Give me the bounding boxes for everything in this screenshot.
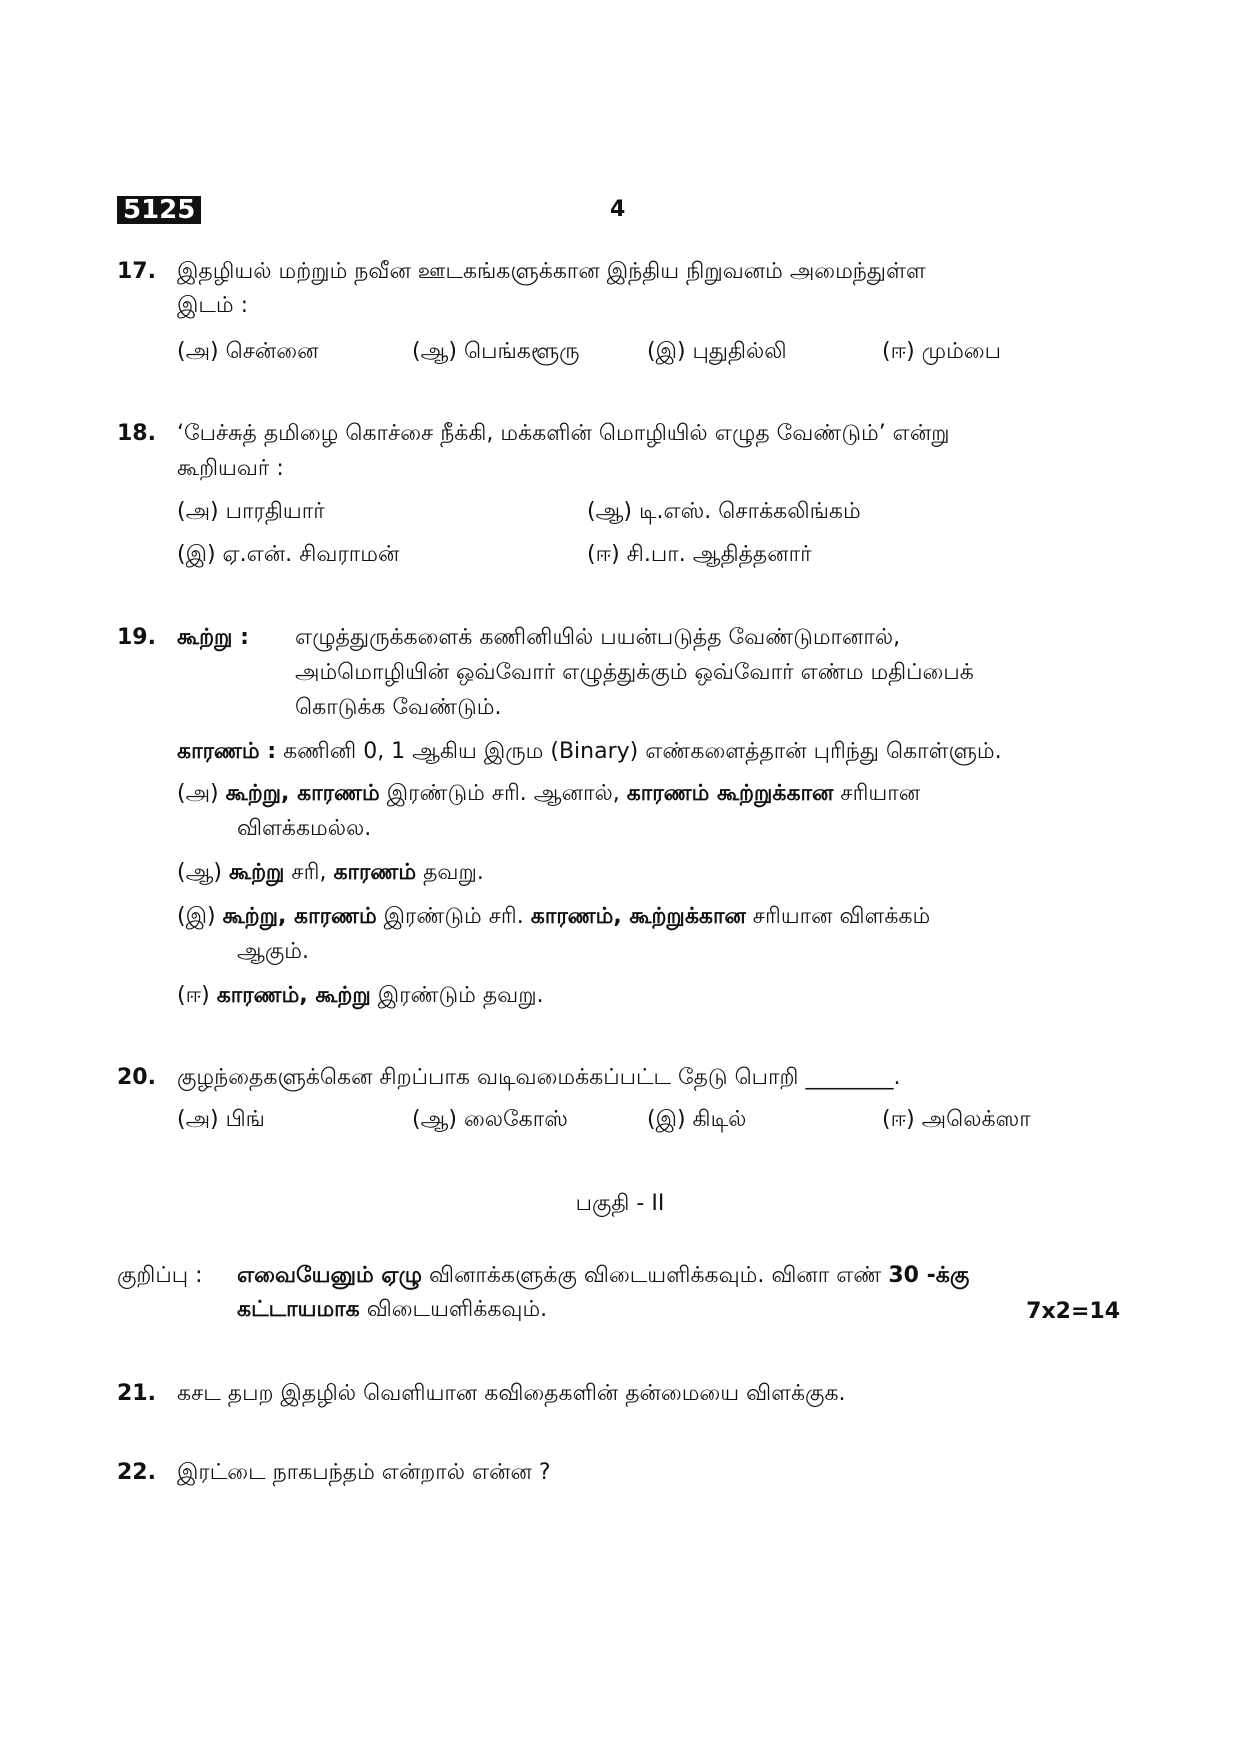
marks: 7x2=14: [1026, 1299, 1120, 1324]
option-d: (ஈ) அலெக்ஸா: [882, 1107, 1031, 1132]
option-a: (அ) பிங்: [177, 1107, 265, 1132]
question-number: 22.: [117, 1460, 156, 1485]
question-number: 20.: [117, 1065, 156, 1090]
assertion-label: கூற்று :: [177, 625, 249, 650]
reason: [177, 738, 1002, 767]
page-number: 4: [610, 197, 626, 222]
option-a: (அ) சென்னை: [177, 339, 319, 364]
option-a-continued: விளக்கமல்ல.: [237, 816, 372, 841]
note-label: குறிப்பு :: [117, 1263, 203, 1288]
option-d: (ஈ) காரணம், கூற்று இரண்டும் தவறு.: [177, 983, 544, 1008]
option-c-continued: ஆகும்.: [237, 939, 309, 964]
option-c: (இ) புதுதில்லி: [647, 339, 787, 364]
option-marker: (ஈ): [177, 983, 210, 1008]
question-text: இதழியல் மற்றும் நவீன ஊடகங்களுக்கான இந்திய நிறுவனம் அமைந்துள்ள: [177, 259, 926, 284]
question-text: கூறியவர் :: [177, 456, 284, 481]
question-text: இரட்டை நாகபந்தம் என்றால் என்ன ?: [177, 1460, 551, 1485]
option-c: (இ) கூற்று, காரணம் இரண்டும் சரி. காரணம், கூற்றுக்கான சரியான விளக்கம்: [177, 904, 931, 929]
option-marker: (ஆ): [177, 860, 222, 885]
assertion-text: கொடுக்க வேண்டும்.: [295, 695, 502, 720]
reason-label: காரணம் :: [177, 739, 277, 764]
option-b: (ஆ) டி.எஸ். சொக்கலிங்கம்: [587, 499, 861, 524]
question-text: இடம் :: [177, 293, 249, 318]
note-line-1: எவையேனும் ஏழு வினாக்களுக்கு விடையளிக்கவும். வினா எண் 30 -க்கு: [237, 1263, 970, 1288]
question-number: 21.: [117, 1381, 156, 1406]
option-b: (ஆ) கூற்று சரி, காரணம் தவறு.: [177, 860, 484, 885]
section-heading: பகுதி - II: [575, 1191, 665, 1216]
assertion-text: அம்மொழியின் ஒவ்வோர் எழுத்துக்கும் ஒவ்வோர் எண்ம மதிப்பைக்: [295, 660, 974, 685]
option-d: (ஈ) மும்பை: [882, 339, 1001, 364]
question-number: 17.: [117, 259, 156, 284]
question-text: குழந்தைகளுக்கென சிறப்பாக வடிவமைக்கப்பட்ட தேடு பொறி ________.: [177, 1065, 901, 1090]
option-b: (ஆ) பெங்களூரு: [412, 339, 580, 364]
option-marker: (இ): [177, 904, 216, 929]
note-line-2: கட்டாயமாக விடையளிக்கவும்.: [237, 1297, 548, 1322]
paper-code: 5125: [117, 196, 201, 224]
option-a: (அ) பாரதியார்: [177, 499, 325, 524]
question-number: 19.: [117, 625, 156, 650]
option-c: (இ) ஏ.என். சிவராமன்: [177, 542, 400, 567]
option-c: (இ) கிடில்: [647, 1107, 747, 1132]
question-number: 18.: [117, 421, 156, 446]
question-text: கசட தபற இதழில் வெளியான கவிதைகளின் தன்மையை விளக்குக.: [177, 1381, 846, 1406]
assertion-text: எழுத்துருக்களைக் கணினியில் பயன்படுத்த வேண்டுமானால்,: [295, 625, 901, 650]
reason-text: கணினி 0, 1 ஆகிய இரும (Binary) எண்களைத்தான் புரிந்து கொள்ளும்.: [283, 739, 1002, 764]
option-a: (அ) கூற்று, காரணம் இரண்டும் சரி. ஆனால், காரணம் கூற்றுக்கான சரியான: [177, 781, 921, 806]
option-d: (ஈ) சி.பா. ஆதித்தனார்: [587, 542, 812, 567]
question-text: ‘பேச்சுத் தமிழை கொச்சை நீக்கி, மக்களின் மொழியில் எழுத வேண்டும்’ என்று: [177, 421, 950, 446]
option-b: (ஆ) லைகோஸ்: [412, 1107, 568, 1132]
option-marker: (அ): [177, 781, 219, 806]
